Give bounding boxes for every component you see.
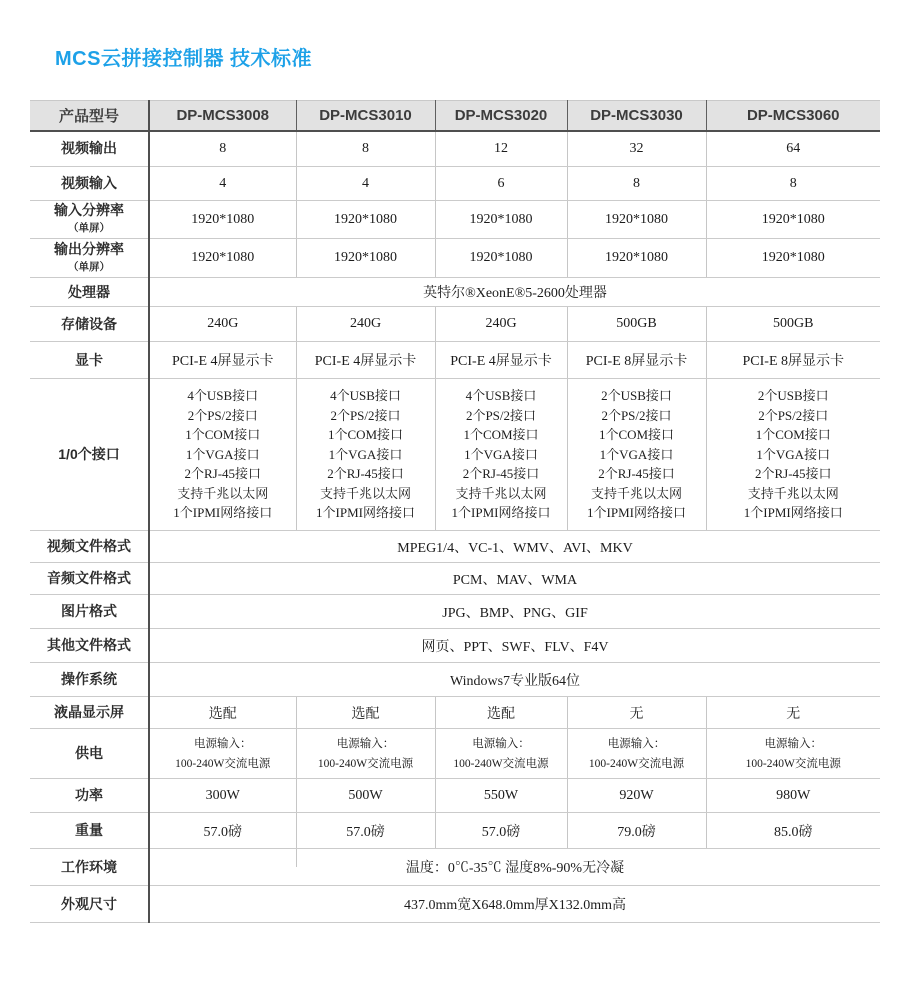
spec-value: 240G (149, 307, 296, 342)
spec-value: 240G (296, 307, 435, 342)
spec-value: 4 (296, 167, 435, 201)
row-label: 外观尺寸 (30, 886, 149, 923)
row-input-resolution (30, 201, 880, 239)
spec-value: 无 (567, 697, 706, 729)
row-video-format (30, 531, 880, 563)
spec-value: 无 (706, 697, 880, 729)
spec-value: 1920*1080 (706, 239, 880, 278)
spec-value: 8 (149, 131, 296, 167)
spec-value-span: 网页、PPT、SWF、FLV、F4V (149, 629, 880, 663)
row-label-sub: （单屏） (68, 260, 110, 273)
spec-value: PCI-E 8屏显示卡 (567, 342, 706, 379)
spec-value: 1920*1080 (567, 239, 706, 278)
spec-value: 4 (149, 167, 296, 201)
spec-value: 85.0磅 (706, 813, 880, 849)
spec-value-span: PCM、MAV、WMA (149, 563, 880, 595)
spec-value: 32 (567, 131, 706, 167)
spec-value: 500GB (567, 307, 706, 342)
spec-value: 64 (706, 131, 880, 167)
spec-value: PCI-E 8屏显示卡 (706, 342, 880, 379)
spec-value: 6 (435, 167, 567, 201)
row-label: 功率 (30, 779, 149, 813)
row-power-supply (30, 729, 880, 779)
spec-value: 1920*1080 (567, 201, 706, 239)
spec-value: 57.0磅 (296, 813, 435, 849)
row-label: 供电 (30, 729, 149, 779)
spec-value: 920W (567, 779, 706, 813)
row-label: 操作系统 (30, 663, 149, 697)
spec-table (30, 100, 880, 923)
row-weight (30, 813, 880, 849)
spec-value: 8 (567, 167, 706, 201)
spec-value: 电源输入： 100-240W交流电源 (435, 729, 567, 779)
spec-value: 1920*1080 (435, 201, 567, 239)
row-label: 音频文件格式 (30, 563, 149, 595)
spec-value: 4个USB接口 2个PS/2接口 1个COM接口 1个VGA接口 2个RJ-45接口 支持千兆以太网 1个IPMI网络接口 (296, 379, 435, 531)
spec-value: 1920*1080 (435, 239, 567, 278)
spec-value: 选配 (435, 697, 567, 729)
row-label: 视频文件格式 (30, 531, 149, 563)
row-storage (30, 307, 880, 342)
spec-value: 57.0磅 (149, 813, 296, 849)
row-os (30, 663, 880, 697)
row-lcd (30, 697, 880, 729)
header-row (30, 101, 880, 131)
header-model: DP-MCS3008 (149, 101, 296, 131)
header-model: DP-MCS3020 (435, 101, 567, 131)
spec-value: 79.0磅 (567, 813, 706, 849)
row-other-format (30, 629, 880, 663)
spec-value: 电源输入： 100-240W交流电源 (706, 729, 880, 779)
header-model: DP-MCS3010 (296, 101, 435, 131)
spec-value: 550W (435, 779, 567, 813)
row-label: 液晶显示屏 (30, 697, 149, 729)
row-label: 显卡 (30, 342, 149, 379)
spec-value: 1920*1080 (296, 201, 435, 239)
spec-value: 电源输入： 100-240W交流电源 (296, 729, 435, 779)
spec-value-span: MPEG1/4、VC-1、WMV、AVI、MKV (149, 531, 880, 563)
row-label-sub: （单屏） (68, 222, 110, 234)
header-model: DP-MCS3060 (706, 101, 880, 131)
spec-value: 500GB (706, 307, 880, 342)
spec-value-span: 英特尔®XeonE®5-2600处理器 (149, 278, 880, 307)
spec-value: 1920*1080 (149, 239, 296, 278)
spec-value: 4个USB接口 2个PS/2接口 1个COM接口 1个VGA接口 2个RJ-45接口 支持千兆以太网 1个IPMI网络接口 (435, 379, 567, 531)
spec-value: 4个USB接口 2个PS/2接口 1个COM接口 1个VGA接口 2个RJ-45接口 支持千兆以太网 1个IPMI网络接口 (149, 379, 296, 531)
row-label: 视频输入 (30, 167, 149, 201)
spec-value: 电源输入： 100-240W交流电源 (149, 729, 296, 779)
spec-value: 2个USB接口 2个PS/2接口 1个COM接口 1个VGA接口 2个RJ-45接口 支持千兆以太网 1个IPMI网络接口 (567, 379, 706, 531)
spec-value: 300W (149, 779, 296, 813)
spec-value: 1920*1080 (706, 201, 880, 239)
row-io-ports (30, 379, 880, 531)
row-label: 处理器 (30, 278, 149, 307)
row-label: 存储设备 (30, 307, 149, 342)
row-label: 重量 (30, 813, 149, 849)
spec-value: 8 (296, 131, 435, 167)
spec-value-span: JPG、BMP、PNG、GIF (149, 595, 880, 629)
page-title: MCS云拼接控制器 技术标准 (55, 48, 312, 70)
row-image-format (30, 595, 880, 629)
row-label-text: 输出分辨率 (54, 240, 124, 257)
row-label: 1/0个接口 (30, 379, 149, 531)
header-product-label: 产品型号 (30, 101, 149, 131)
row-dimensions (30, 886, 880, 923)
row-label-text: 输入分辨率 (54, 202, 124, 218)
header-model: DP-MCS3030 (567, 101, 706, 131)
spec-value: 500W (296, 779, 435, 813)
spec-value: 12 (435, 131, 567, 167)
spec-value: PCI-E 4屏显示卡 (435, 342, 567, 379)
spec-value-span: 温度：0℃-35℃ 湿度8%-90%无冷凝 (149, 849, 880, 886)
spec-value-span: 437.0mm宽X648.0mm厚X132.0mm高 (149, 886, 880, 923)
spec-value: 选配 (296, 697, 435, 729)
spec-value: PCI-E 4屏显示卡 (296, 342, 435, 379)
row-power (30, 779, 880, 813)
row-label: 图片格式 (30, 595, 149, 629)
row-output-resolution (30, 239, 880, 278)
spec-value: 57.0磅 (435, 813, 567, 849)
row-graphics (30, 342, 880, 379)
spec-value: 1920*1080 (149, 201, 296, 239)
spec-value: 1920*1080 (296, 239, 435, 278)
spec-value: 选配 (149, 697, 296, 729)
spec-value: 8 (706, 167, 880, 201)
spec-value: 980W (706, 779, 880, 813)
row-label (30, 239, 149, 278)
spec-value: 240G (435, 307, 567, 342)
row-environment (30, 849, 880, 886)
row-video-output (30, 131, 880, 167)
row-audio-format (30, 563, 880, 595)
row-label (30, 201, 149, 239)
spec-value-span: Windows7专业版64位 (149, 663, 880, 697)
row-video-input (30, 167, 880, 201)
row-label: 工作环境 (30, 849, 149, 886)
row-label: 视频输出 (30, 131, 149, 167)
spec-value: PCI-E 4屏显示卡 (149, 342, 296, 379)
spec-value: 电源输入： 100-240W交流电源 (567, 729, 706, 779)
row-processor (30, 278, 880, 307)
row-label: 其他文件格式 (30, 629, 149, 663)
spec-value: 2个USB接口 2个PS/2接口 1个COM接口 1个VGA接口 2个RJ-45接口 支持千兆以太网 1个IPMI网络接口 (706, 379, 880, 531)
